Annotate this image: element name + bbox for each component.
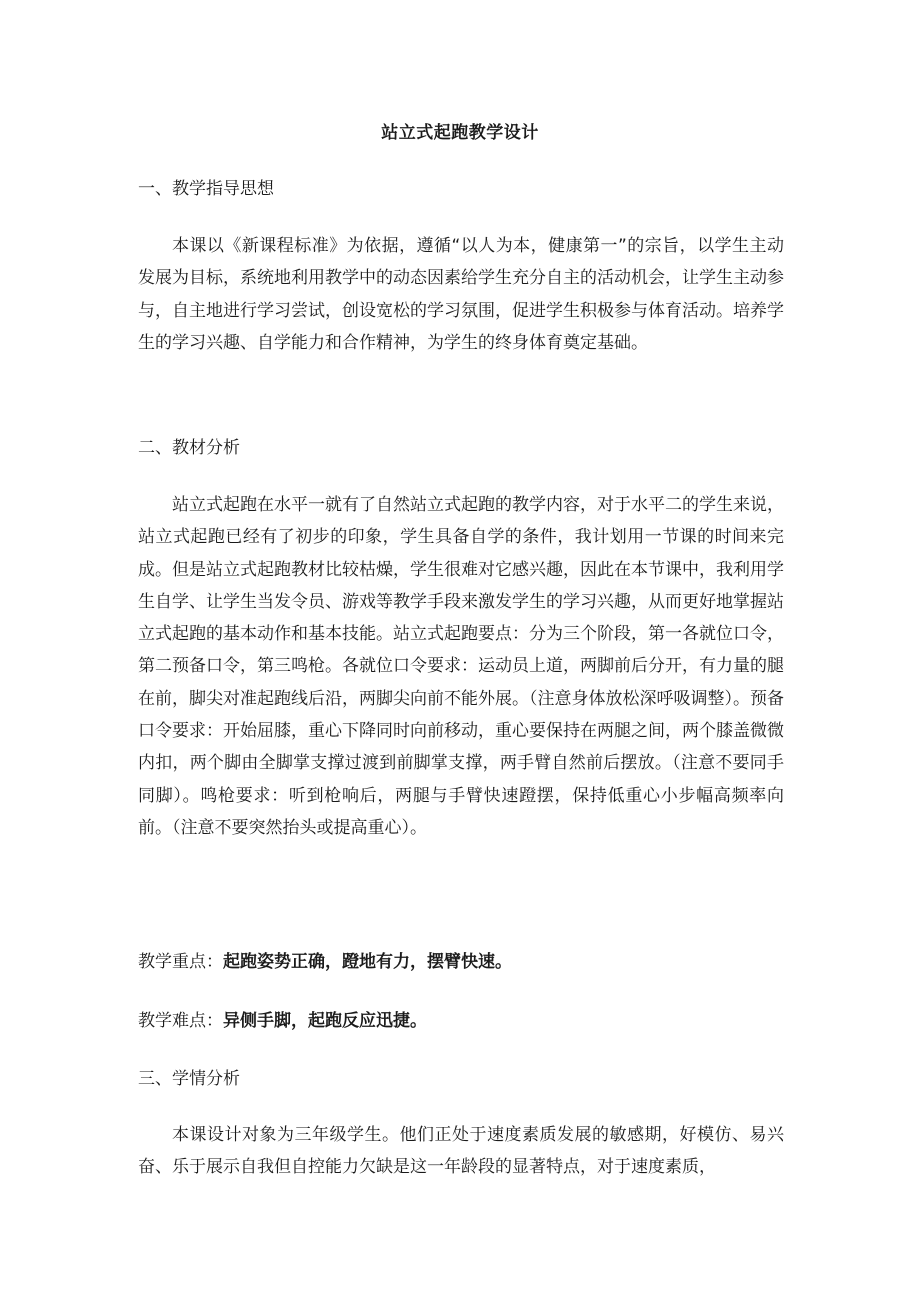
section-paragraph-material-analysis: 站立式起跑在水平一就有了自然站立式起跑的教学内容，对于水平二的学生来说，站立式起跑已经有了初步的印象，学生具备自学的条件，我计划用一节课的时间来完成。但是站立式起跑教材比较枯燥，学生很难对它感兴趣，因此在本节课中，我利用学生自学、让学生当发令员、游戏等教学手段来激发学生的学习兴趣，从而更好地掌握站立式起跑的基本动作和基本技能。站立式起跑要点：分为三个阶段，第一各就位口令，第二预备口令，第三鸣枪。各就位口令要求：运动员上道，两脚前后分开，有力量的腿在前，脚尖对准起跑线后沿，两脚尖向前不能外展。（注意身体放松深呼吸调整）。预备口令要求：开始屈膝，重心下降同时向前移动，重心要保持在两腿之间，两个膝盖微微内扣，两个脚由全脚掌支撑过渡到前脚掌支撑，两手臂自然前后摆放。（注意不要同手同脚）。鸣枪要求：听到枪响后，两腿与手臂快速蹬摆，保持低重心小步幅高频率向前。（注意不要突然抬头或提高重心）。	[138, 495, 784, 838]
teaching-difficulties	[138, 1009, 427, 1033]
teaching-key-points	[138, 950, 512, 974]
teaching-difficulties-label: 教学难点：	[138, 1011, 223, 1031]
teaching-difficulties-value: 异侧手脚，起跑反应迅捷。	[223, 1011, 427, 1031]
section-heading-student-analysis: 三、学情分析	[138, 1069, 240, 1089]
section-heading-guiding-ideology: 一、教学指导思想	[138, 179, 274, 199]
section-paragraph-student-analysis: 本课设计对象为三年级学生。他们正处于速度素质发展的敏感期，好模仿、易兴奋、乐于展示自我但自控能力欠缺是这一年龄段的显著特点，对于速度素质，	[138, 1125, 784, 1178]
teaching-key-points-value: 起跑姿势正确，蹬地有力，摆臂快速。	[223, 952, 512, 972]
section-paragraph-guiding-ideology: 本课以《新课程标准》为依据，遵循“以人为本，健康第一”的宗旨，以学生主动发展为目标，系统地利用教学中的动态因素给学生充分自主的活动机会，让学生主动参与，自主地进行学习尝试，创设宽松的学习氛围，促进学生积极参与体育活动。培养学生的学习兴趣、自学能力和合作精神，为学生的终身体育奠定基础。	[138, 236, 784, 353]
document-title: 站立式起跑教学设计	[381, 123, 539, 143]
section-heading-material-analysis: 二、教材分析	[138, 438, 240, 458]
teaching-key-points-label: 教学重点：	[138, 952, 223, 972]
